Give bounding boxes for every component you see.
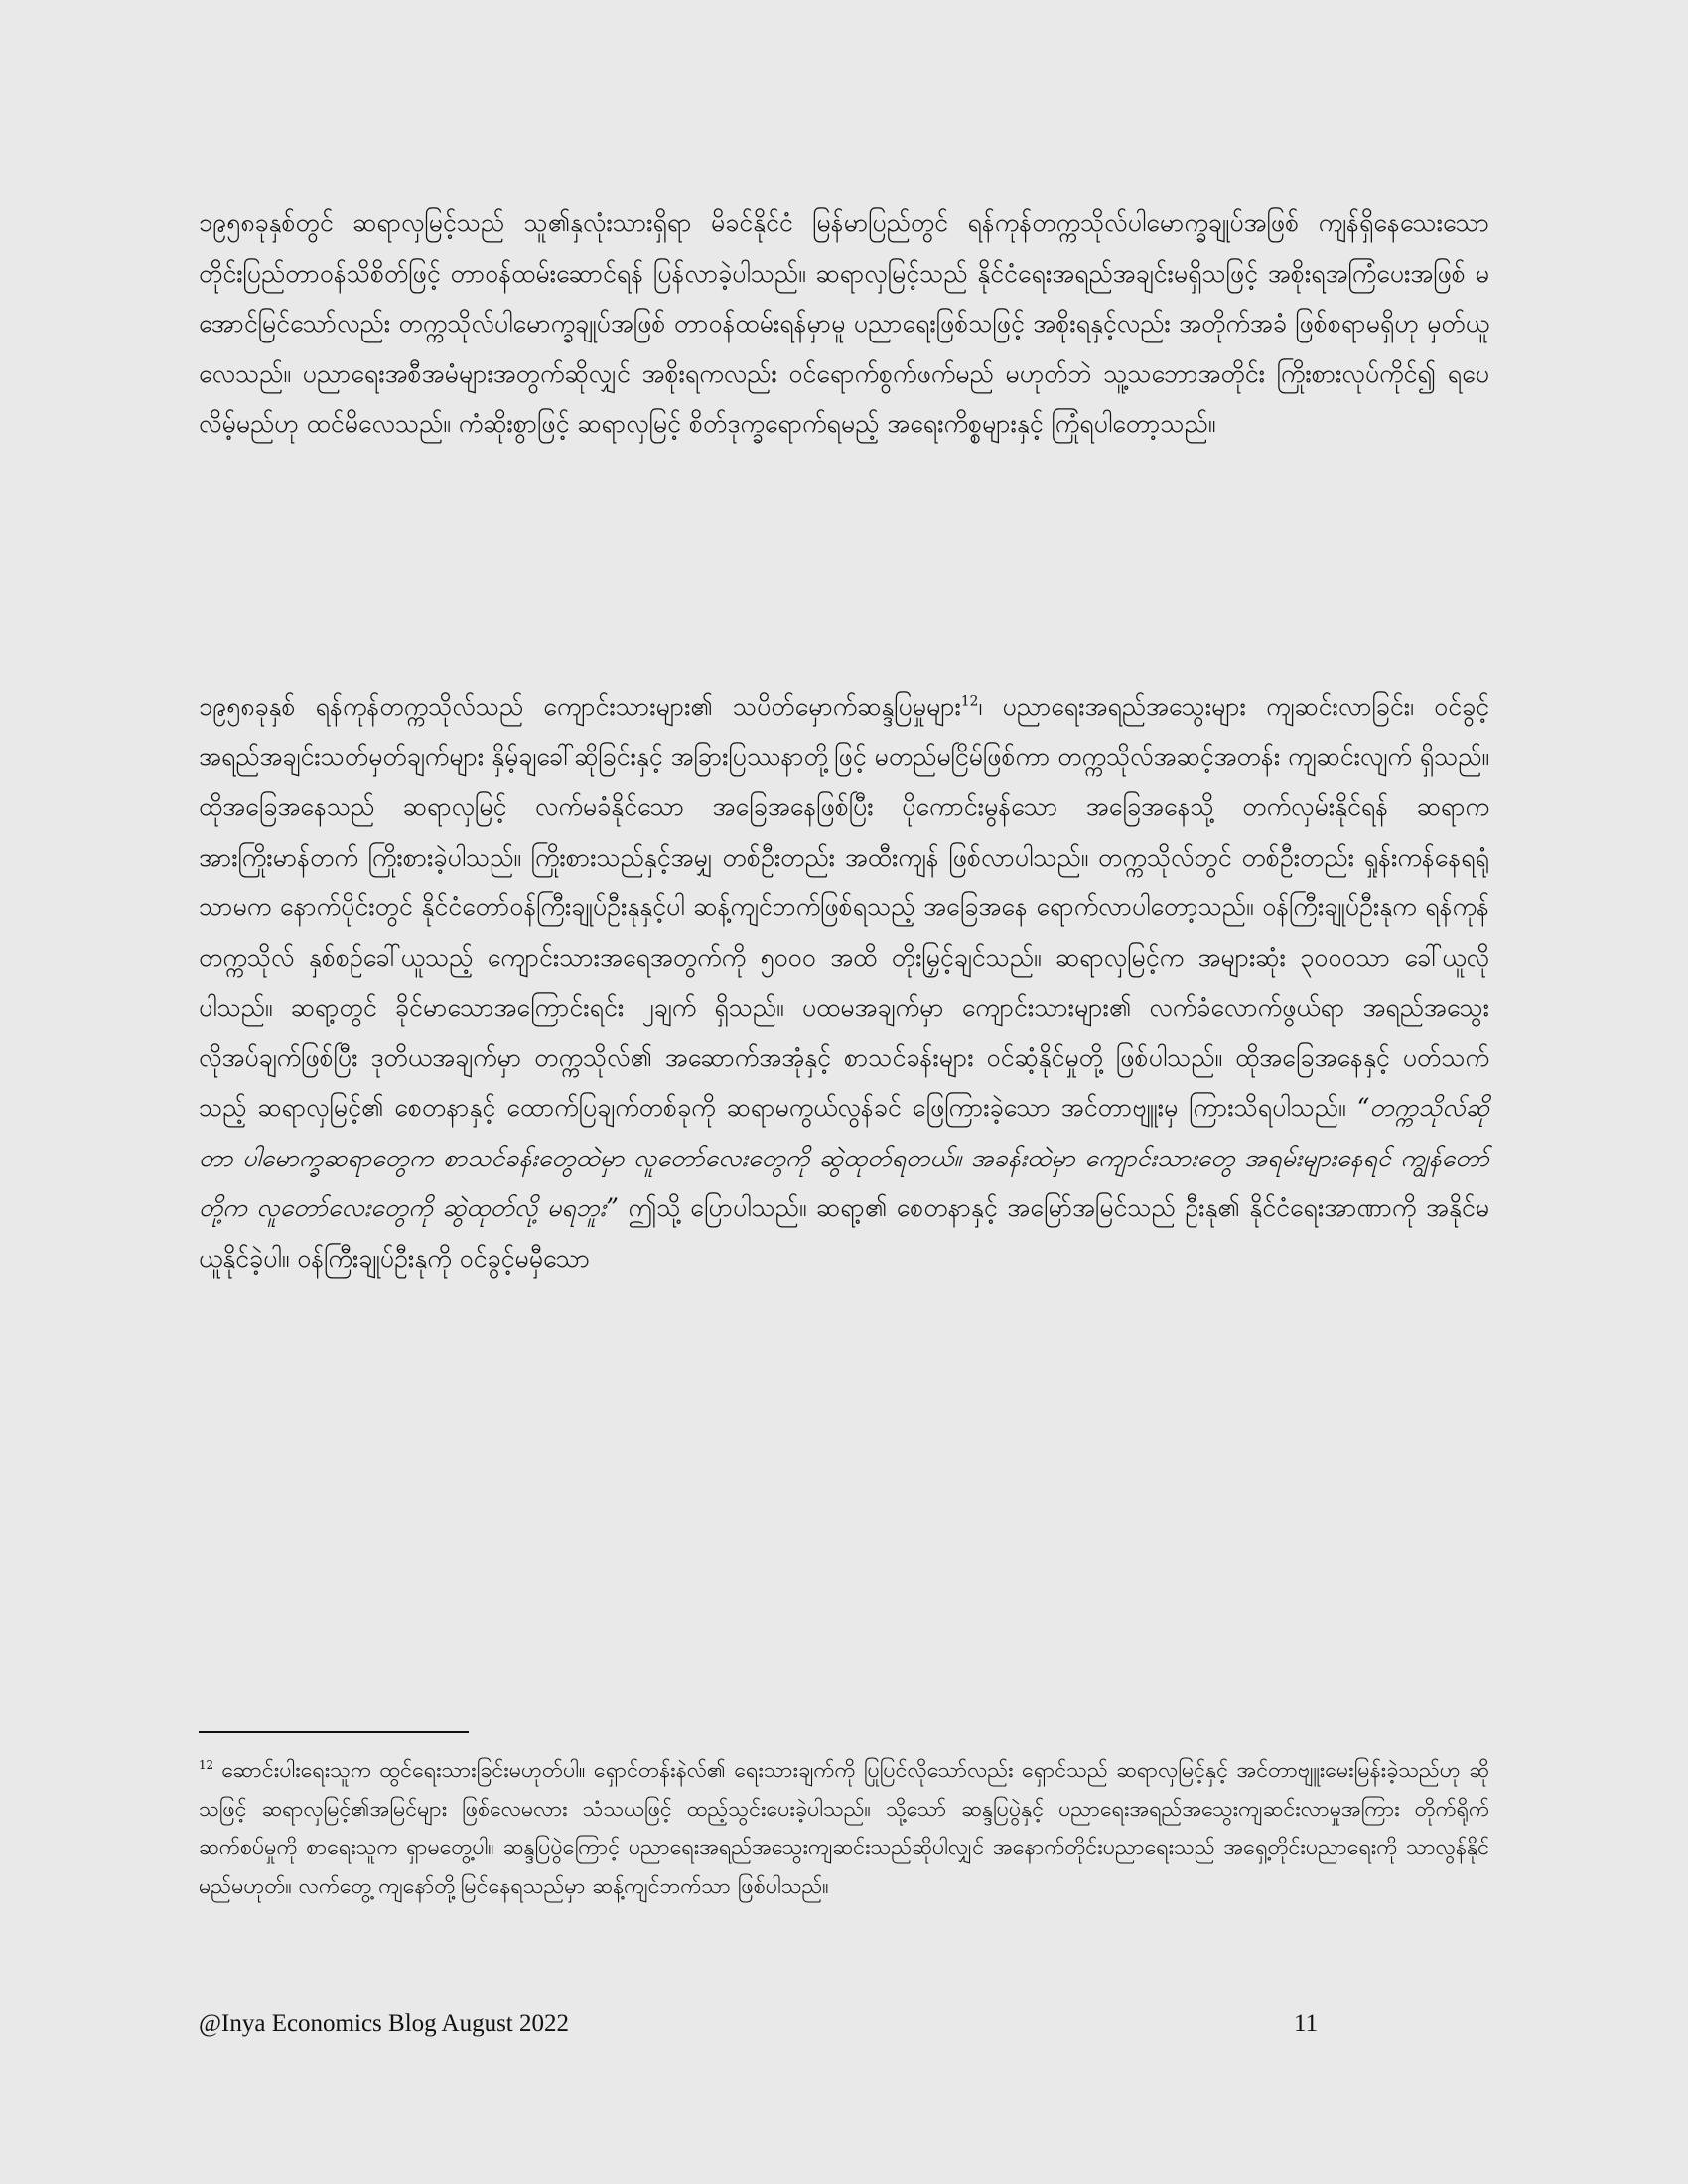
- paragraph-2-text: ၁၉၅၈ခုနှစ် ရန်ကုန်တက္ကသိုလ်သည် ကျောင်းသားများ၏ သပိတ်မှောက်ဆန္ဒပြမှုများ: [199, 692, 961, 721]
- footnote: [199, 1751, 1489, 1906]
- footnote-text: ဆောင်းပါးရေးသူက ထွင်ရေးသားခြင်းမဟုတ်ပါ။ ရှောင်တန်းနဲလ်၏ ရေးသားချက်ကို ပြုပြင်လိုသော်လည်း ရှောင်သည် ဆရာလှမြင့်နှင့် အင်တာဗျူးမေးမြန်းခဲ့သည်ဟု ဆိုသဖြင့် ဆရာလှမြင့်၏အမြင်များ ဖြစ်လေမလား သံသယဖြင့် ထည့်သွင်းပေးခဲ့ပါသည်။ သို့သော် ဆန္ဒပြပွဲနှင့် ပညာရေးအရည်အသွေးကျဆင်းလာမှုအကြား တိုက်ရိုက်ဆက်စပ်မှုကို စာရေးသူက ရှာမတွေ့ပါ။ ဆန္ဒပြပွဲကြောင့် ပညာရေးအရည်အသွေးကျဆင်းသည်ဆိုပါလျှင် အနောက်တိုင်းပညာရေးသည် အရှေ့တိုင်းပညာရေးကို သာလွန်နိုင်မည်မဟုတ်။ လက်တွေ့ ကျနော်တို့မြင်နေရသည်မှာ ဆန့်ကျင်ဘက်သာ ဖြစ်ပါသည်။: [199, 1758, 1489, 1899]
- paragraph-2-end: ဤသို့ ပြောပါသည်။ ဆရာ့၏ စေတနာနှင့် အမြော်အမြင်သည် ဦးနု၏ နိုင်ငံရေးအာဏာကို အနိုင်မယူနိုင်ခဲ့ပါ။ ဝန်ကြီးချုပ်ဦးနုကို ဝင်ခွင့်မမှီသော: [199, 1193, 1490, 1273]
- interview-quote: “တက္ကသိုလ်ဆိုတာ ပါမောက္ခဆရာတွေက စာသင်ခန်းတွေထဲမှာ လူတော်လေးတွေကို ဆွဲထုတ်ရတယ်။ အခန်းထဲမှာ ကျောင်းသားတွေ အရမ်းများနေရင် ကျွန်တော်တို့က လူတော်လေးတွေကို ဆွဲထုတ်လို့ မရဘူး”: [199, 1093, 1489, 1222]
- footnote-number: 12: [199, 1757, 214, 1772]
- body-paragraph-1: [199, 199, 1489, 450]
- page-number: 11: [1294, 2010, 1319, 2037]
- paragraph-2-continued: ၊ ပညာရေးအရည်အသွေးများ ကျဆင်းလာခြင်း၊ ဝင်ခွင့်အရည်အချင်းသတ်မှတ်ချက်များ နှိမ့်ချခေါ်ဆိုခြင်းနှင့် အခြားပြဿနာတို့ဖြင့် မတည်မငြိမ်ဖြစ်ကာ တက္ကသိုလ်အဆင့်အတန်း ကျဆင်းလျက် ရှိသည်။ ထိုအခြေအနေသည် ဆရာလှမြင့် လက်မခံနိုင်သော အခြေအနေဖြစ်ပြီး ပိုကောင်းမွန်သော အခြေအနေသို့ တက်လှမ်းနိုင်ရန် ဆရာက အားကြိုးမာန်တက် ကြိုးစားခဲ့ပါသည်။ ကြိုးစားသည်နှင့်အမျှ တစ်ဦးတည်း အထီးကျန် ဖြစ်လာပါသည်။ တက္ကသိုလ်တွင် တစ်ဦးတည်း ရှုန်းကန်နေရရုံသာမက နောက်ပိုင်းတွင် နိုင်ငံတော်ဝန်ကြီးချုပ်ဦးနုနှင့်ပါ ဆန့်ကျင်ဘက်ဖြစ်ရသည့် အခြေအနေ ရောက်လာပါတော့သည်။ ဝန်ကြီးချုပ်ဦးနုက ရန်ကုန်တက္ကသိုလ် နှစ်စဉ်ခေါ်ယူသည့် ကျောင်းသားအရေအတွက်ကို ၅၀၀၀ အထိ တိုးမြှင့်ချင်သည်။ ဆရာလှမြင့်က အများဆုံး ၃၀၀၀သာ ခေါ်ယူလိုပါသည်။ ဆရာ့တွင် ခိုင်မာသောအကြောင်းရင်း ၂ချက် ရှိသည်။ ပထမအချက်မှာ ကျောင်းသားများ၏ လက်ခံလောက်ဖွယ်ရာ အရည်အသွေးလိုအပ်ချက်ဖြစ်ပြီး ဒုတိယအချက်မှာ တက္ကသိုလ်၏ အဆောက်အအုံနှင့် စာသင်ခန်းများ ဝင်ဆံ့နိုင်မှုတို့ ဖြစ်ပါသည်။ ထိုအခြေအနေနှင့် ပတ်သက်သည့် ဆရာလှမြင့်၏ စေတနာနှင့် ထောက်ပြချက်တစ်ခုကို ဆရာမကွယ်လွန်ခင် ဖြေကြားခဲ့သော အင်တာဗျူးမှ ကြားသိရပါသည်။: [199, 692, 1490, 1122]
- paragraph-1-text: ၁၉၅၈ခုနှစ်တွင် ဆရာလှမြင့်သည် သူ၏နှလုံးသားရှိရာ မိခင်နိုင်ငံ မြန်မာပြည်တွင် ရန်ကုန်တက္ကသိုလ်ပါမောက္ခချုပ်အဖြစ် ကျန်ရှိနေသေးသော တိုင်းပြည်တာဝန်သိစိတ်ဖြင့် တာဝန်ထမ်းဆောင်ရန် ပြန်လာခဲ့ပါသည်။ ဆရာလှမြင့်သည် နိုင်ငံရေးအရည်အချင်းမရှိသဖြင့် အစိုးရအကြံပေးအဖြစ် မအောင်မြင်သော်လည်း တက္ကသိုလ်ပါမောက္ခချုပ်အဖြစ် တာဝန်ထမ်းရန်မှာမူ ပညာရေးဖြစ်သဖြင့် အစိုးရနှင့်လည်း အတိုက်အခံ ဖြစ်စရာမရှိဟု မှတ်ယူလေသည်။ ပညာရေးအစီအမံများအတွက်ဆိုလျှင် အစိုးရကလည်း ဝင်ရောက်စွက်ဖက်မည် မဟုတ်ဘဲ သူ့သဘောအတိုင်း ကြိုးစားလုပ်ကိုင်၍ ရပေလိမ့်မည်ဟု ထင်မိလေသည်။ ကံဆိုးစွာဖြင့် ဆရာလှမြင့် စိတ်ဒုက္ခရောက်ရမည့် အရေးကိစ္စများနှင့် ကြုံရပါတော့သည်။: [199, 208, 1489, 438]
- footer-source: @Inya Economics Blog August 2022: [199, 2010, 569, 2037]
- body-paragraph-2: [199, 682, 1489, 1284]
- footnote-divider: [199, 1731, 469, 1733]
- footnote-reference[interactable]: 12: [960, 693, 979, 710]
